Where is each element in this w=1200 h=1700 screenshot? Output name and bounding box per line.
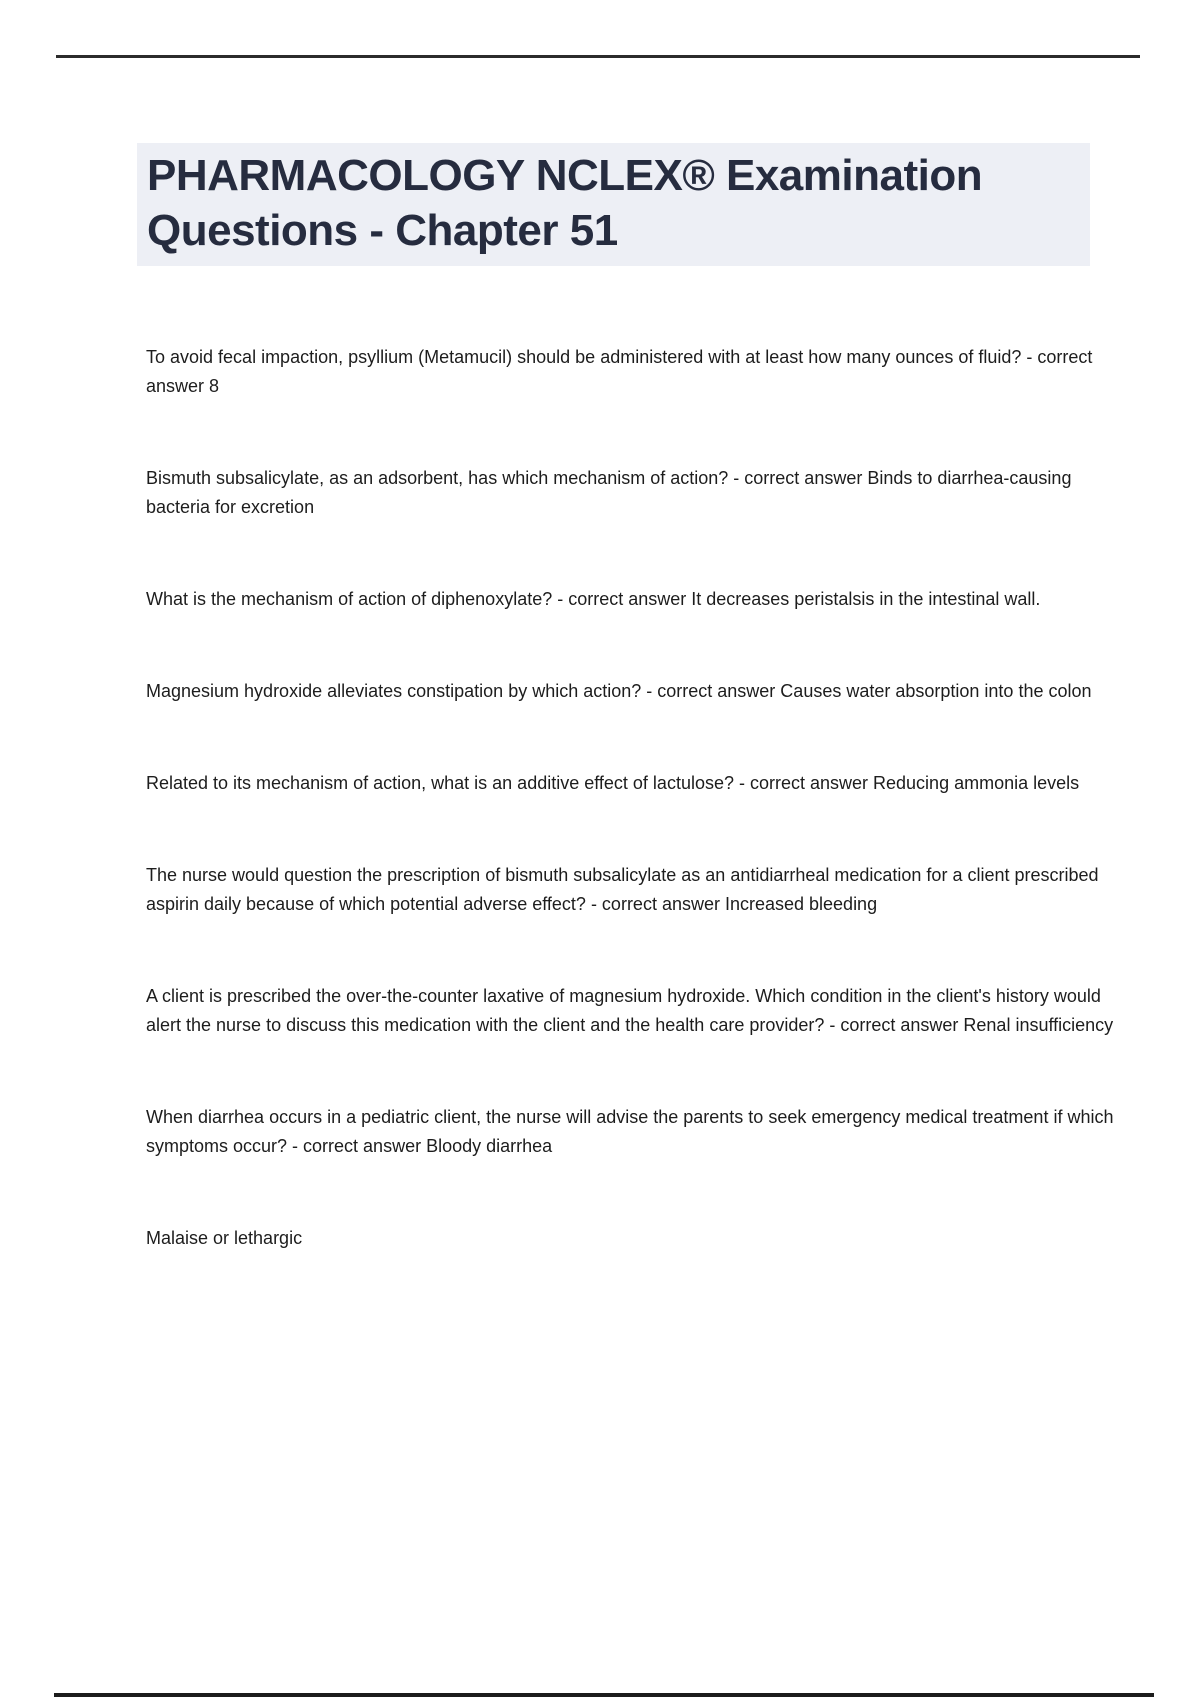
qa-paragraph: Related to its mechanism of action, what is an additive effect of lactulose? - correct answer Reducing ammonia levels xyxy=(146,773,1080,793)
qa-paragraph: To avoid fecal impaction, psyllium (Metamucil) should be administered with at least how many ounces of fluid? - correct answer 8 xyxy=(146,347,1093,396)
qa-paragraph: Malaise or lethargic xyxy=(146,1228,303,1248)
page-title: PHARMACOLOGY NCLEX® Examination Questions - Chapter 51 xyxy=(147,151,983,255)
qa-paragraph: Bismuth subsalicylate, as an adsorbent, has which mechanism of action? - correct answer Binds to diarrhea-causing bacteria for excretion xyxy=(146,468,1072,517)
qa-paragraph: Magnesium hydroxide alleviates constipation by which action? - correct answer Causes water absorption into the colon xyxy=(146,681,1092,701)
qa-paragraph: What is the mechanism of action of diphenoxylate? - correct answer It decreases peristalsis in the intestinal wall. xyxy=(146,589,1041,609)
top-rule xyxy=(56,55,1140,58)
title-highlight xyxy=(137,143,1090,266)
qa-content xyxy=(146,343,1114,1316)
qa-paragraph: A client is prescribed the over-the-counter laxative of magnesium hydroxide. Which condition in the client's history would alert the nurse to discuss this medication with the client and the health care provider? - correct answer Renal insufficiency xyxy=(146,986,1114,1035)
qa-paragraph: When diarrhea occurs in a pediatric client, the nurse will advise the parents to seek emergency medical treatment if which symptoms occur? - correct answer Bloody diarrhea xyxy=(146,1107,1114,1156)
bottom-rule xyxy=(54,1693,1154,1697)
qa-paragraph: The nurse would question the prescription of bismuth subsalicylate as an antidiarrheal medication for a client prescribed aspirin daily because of which potential adverse effect? - correct answer Increased bleeding xyxy=(146,865,1099,914)
